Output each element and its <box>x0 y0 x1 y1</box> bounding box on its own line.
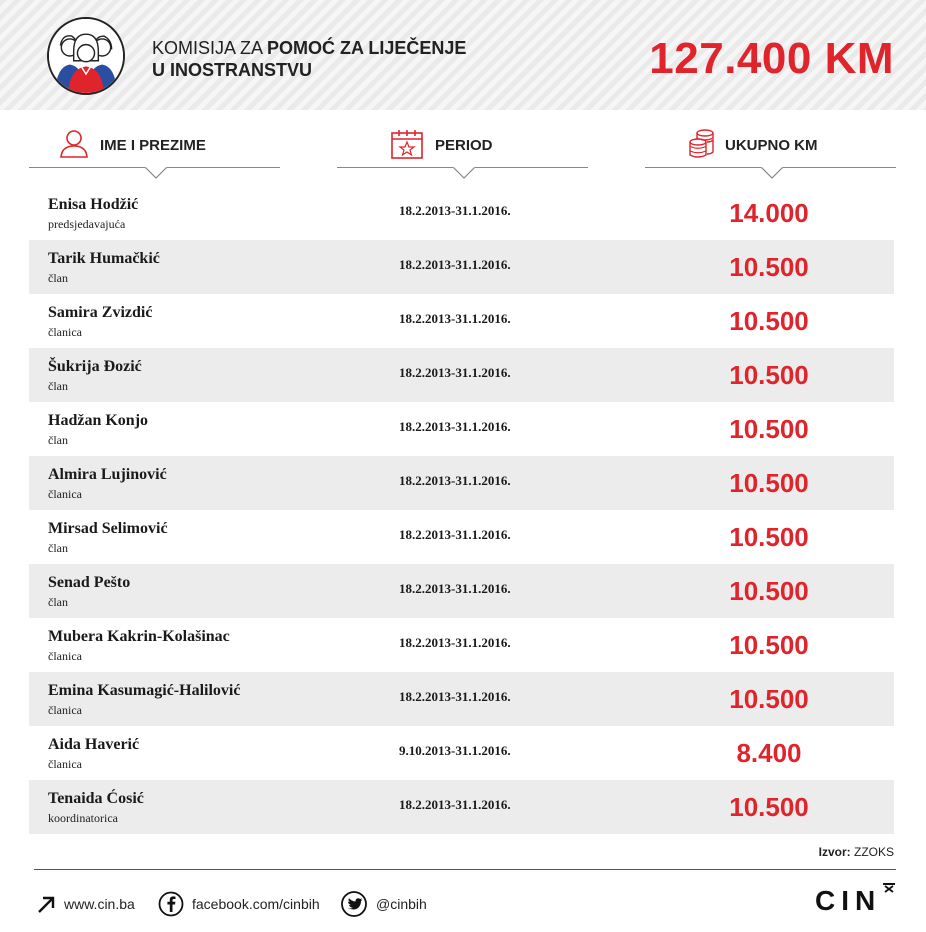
member-name: Hadžan Konjo <box>48 412 149 429</box>
facebook-icon <box>158 891 184 917</box>
twitter-label: @cinbih <box>376 896 427 912</box>
member-period: 18.2.2013-31.1.2016. <box>399 419 511 434</box>
table-row <box>29 186 894 240</box>
members-table <box>29 186 894 834</box>
chevron-down-icon <box>761 166 783 180</box>
member-name: Senad Pešto <box>48 574 131 591</box>
header-banner <box>0 0 926 110</box>
member-amount: 10.500 <box>729 576 809 606</box>
member-period: 18.2.2013-31.1.2016. <box>399 257 511 272</box>
facebook-label: facebook.com/cinbih <box>192 896 320 912</box>
table-row <box>29 294 894 348</box>
member-amount: 10.500 <box>729 468 809 498</box>
member-role: član <box>48 271 68 285</box>
member-name: Tarik Humačkić <box>48 250 160 267</box>
member-name: Mubera Kakrin-Kolašinac <box>48 628 230 645</box>
member-period: 18.2.2013-31.1.2016. <box>399 635 511 650</box>
cin-logo-mark-icon <box>883 883 895 893</box>
member-period: 18.2.2013-31.1.2016. <box>399 527 511 542</box>
footer-twitter-link[interactable] <box>340 889 427 919</box>
table-row <box>29 240 894 294</box>
member-period: 18.2.2013-31.1.2016. <box>399 311 511 326</box>
title-bold: POMOĆ ZA LIJEČENJE <box>267 38 467 58</box>
table-row <box>29 618 894 672</box>
source-label: Izvor: <box>818 845 851 859</box>
table-row <box>29 456 894 510</box>
member-name: Samira Zvizdić <box>48 304 153 321</box>
calendar-icon <box>390 128 424 165</box>
member-name: Tenaida Ćosić <box>48 790 144 807</box>
column-label-period: PERIOD <box>435 137 493 154</box>
chevron-down-icon <box>145 166 167 180</box>
member-name: Šukrija Đozić <box>48 358 142 375</box>
member-period: 18.2.2013-31.1.2016. <box>399 797 511 812</box>
page-title <box>152 37 552 81</box>
member-period: 18.2.2013-31.1.2016. <box>399 365 511 380</box>
member-role: koordinatorica <box>48 811 118 825</box>
column-label-name: IME I PREZIME <box>100 137 206 154</box>
member-name: Aida Haverić <box>48 736 140 753</box>
member-amount: 8.400 <box>736 738 802 768</box>
column-header-name <box>29 128 280 184</box>
member-amount: 10.500 <box>729 360 809 390</box>
twitter-icon <box>340 891 368 917</box>
member-period: 18.2.2013-31.1.2016. <box>399 581 511 596</box>
grand-total: 127.400 KM <box>649 34 894 83</box>
member-period: 18.2.2013-31.1.2016. <box>399 689 511 704</box>
member-period: 18.2.2013-31.1.2016. <box>399 203 511 218</box>
cin-logo: CIN <box>815 885 882 916</box>
table-row <box>29 726 894 780</box>
website-label: www.cin.ba <box>64 896 135 912</box>
member-role: član <box>48 541 68 555</box>
footer-facebook-link[interactable] <box>158 889 320 919</box>
member-role: član <box>48 595 68 609</box>
title-bold-line2: U INOSTRANSTVU <box>152 60 313 80</box>
member-role: članica <box>48 757 82 771</box>
member-amount: 14.000 <box>729 198 809 228</box>
table-row <box>29 564 894 618</box>
column-label-total: UKUPNO KM <box>725 137 818 154</box>
table-row <box>29 402 894 456</box>
member-name: Almira Lujinović <box>48 466 167 483</box>
member-name: Mirsad Selimović <box>48 520 168 537</box>
member-role: članica <box>48 325 82 339</box>
member-role: članica <box>48 649 82 663</box>
column-header-period <box>337 128 588 184</box>
member-name: Emina Kasumagić-Halilović <box>48 682 241 699</box>
source-note <box>819 845 894 859</box>
table-row <box>29 348 894 402</box>
member-amount: 10.500 <box>729 684 809 714</box>
member-role: članica <box>48 703 82 717</box>
committee-avatar-icon <box>47 17 125 95</box>
member-amount: 10.500 <box>729 252 809 282</box>
member-role: član <box>48 433 68 447</box>
member-role: član <box>48 379 68 393</box>
title-light: KOMISIJA ZA <box>152 38 268 58</box>
member-amount: 10.500 <box>729 792 809 822</box>
member-amount: 10.500 <box>729 522 809 552</box>
member-role: predsjedavajuća <box>48 217 126 231</box>
source-value: ZZOKS <box>850 845 894 859</box>
member-period: 9.10.2013-31.1.2016. <box>399 743 511 758</box>
member-amount: 10.500 <box>729 306 809 336</box>
member-period: 18.2.2013-31.1.2016. <box>399 473 511 488</box>
table-row <box>29 510 894 564</box>
member-name: Enisa Hodžić <box>48 196 139 213</box>
member-role: članica <box>48 487 82 501</box>
footer-website-link[interactable] <box>36 889 135 919</box>
member-amount: 10.500 <box>729 414 809 444</box>
table-row <box>29 672 894 726</box>
coins-icon <box>687 128 717 163</box>
person-icon <box>59 128 89 163</box>
table-row <box>29 780 894 834</box>
chevron-down-icon <box>453 166 475 180</box>
member-amount: 10.500 <box>729 630 809 660</box>
footer-divider <box>34 869 896 870</box>
arrow-up-right-icon <box>36 894 56 914</box>
column-header-total <box>645 128 896 184</box>
